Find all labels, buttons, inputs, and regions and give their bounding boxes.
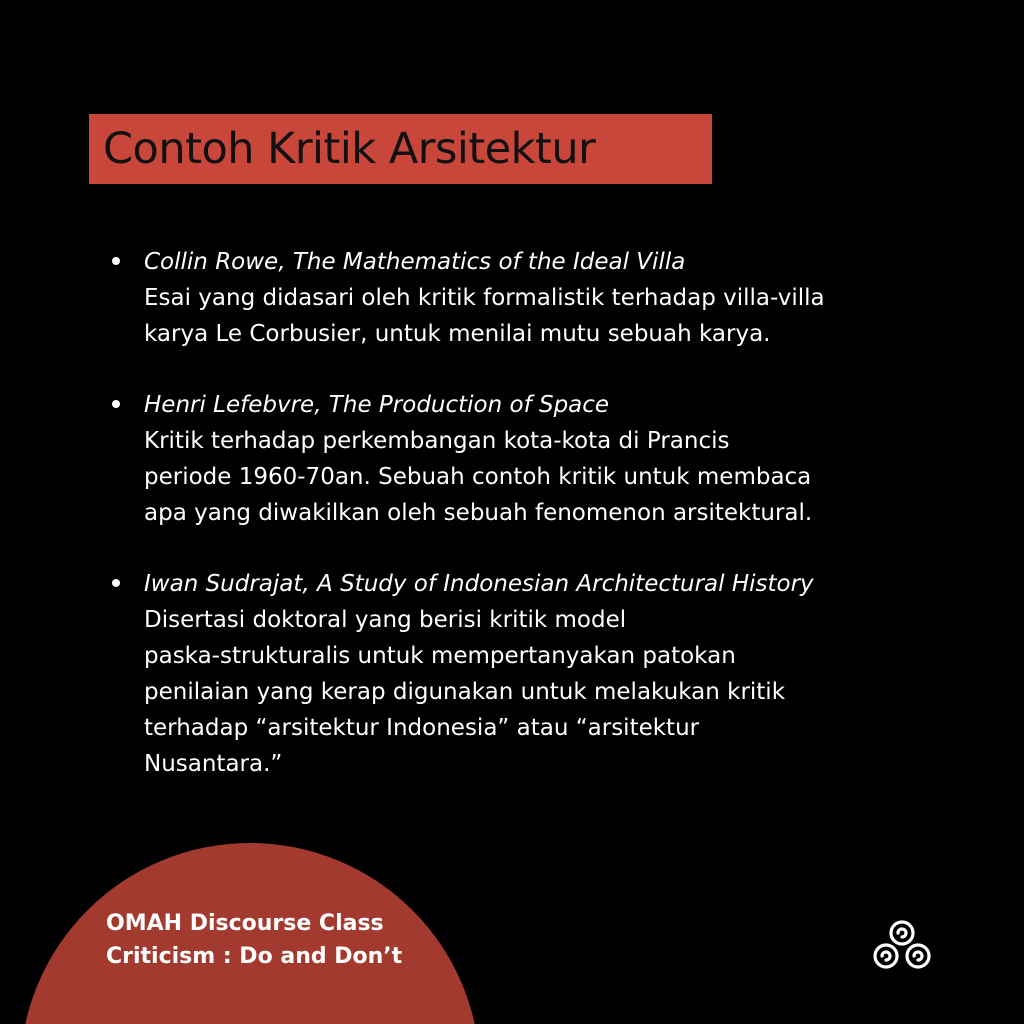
list-item-title: Collin Rowe, The Mathematics of the Ideal Villa — [144, 249, 686, 275]
footer-series-name: OMAH Discourse Class — [106, 911, 384, 936]
list-item-text: Kritik terhadap perkembangan kota-kota di Prancis — [144, 428, 730, 454]
bullet-icon — [112, 257, 120, 265]
list-item-title: Henri Lefebvre, The Production of Space — [144, 392, 610, 418]
list-item-title: Iwan Sudrajat, A Study of Indonesian Architectural History — [144, 571, 814, 597]
criticism-examples-list — [112, 244, 932, 817]
list-item — [112, 566, 932, 782]
bullet-icon — [112, 579, 120, 587]
list-item-text: karya Le Corbusier, untuk menilai mutu sebuah karya. — [144, 321, 771, 347]
list-item-text: Disertasi doktoral yang berisi kritik model — [144, 607, 627, 633]
list-item-text: periode 1960-70an. Sebuah contoh kritik untuk membaca — [144, 464, 812, 490]
list-item — [112, 244, 932, 352]
list-item-text: apa yang diwakilkan oleh sebuah fenomenon arsitektural. — [144, 500, 813, 526]
bullet-icon — [112, 400, 120, 408]
list-item-text: terhadap “arsitektur Indonesia” atau “arsitektur — [144, 715, 700, 741]
footer-caption — [106, 907, 402, 973]
list-item-text: paska-strukturalis untuk mempertanyakan patokan — [144, 643, 736, 669]
page-title: Contoh Kritik Arsitektur — [103, 123, 596, 174]
list-item — [112, 387, 932, 531]
title-banner — [89, 114, 712, 184]
list-item-text: Esai yang didasari oleh kritik formalistik terhadap villa-villa — [144, 285, 825, 311]
omah-triple-spiral-icon — [872, 918, 932, 972]
footer-session-name: Criticism : Do and Don’t — [106, 944, 403, 969]
list-item-text: penilaian yang kerap digunakan untuk melakukan kritik — [144, 679, 786, 705]
list-item-text: Nusantara.” — [144, 751, 283, 777]
